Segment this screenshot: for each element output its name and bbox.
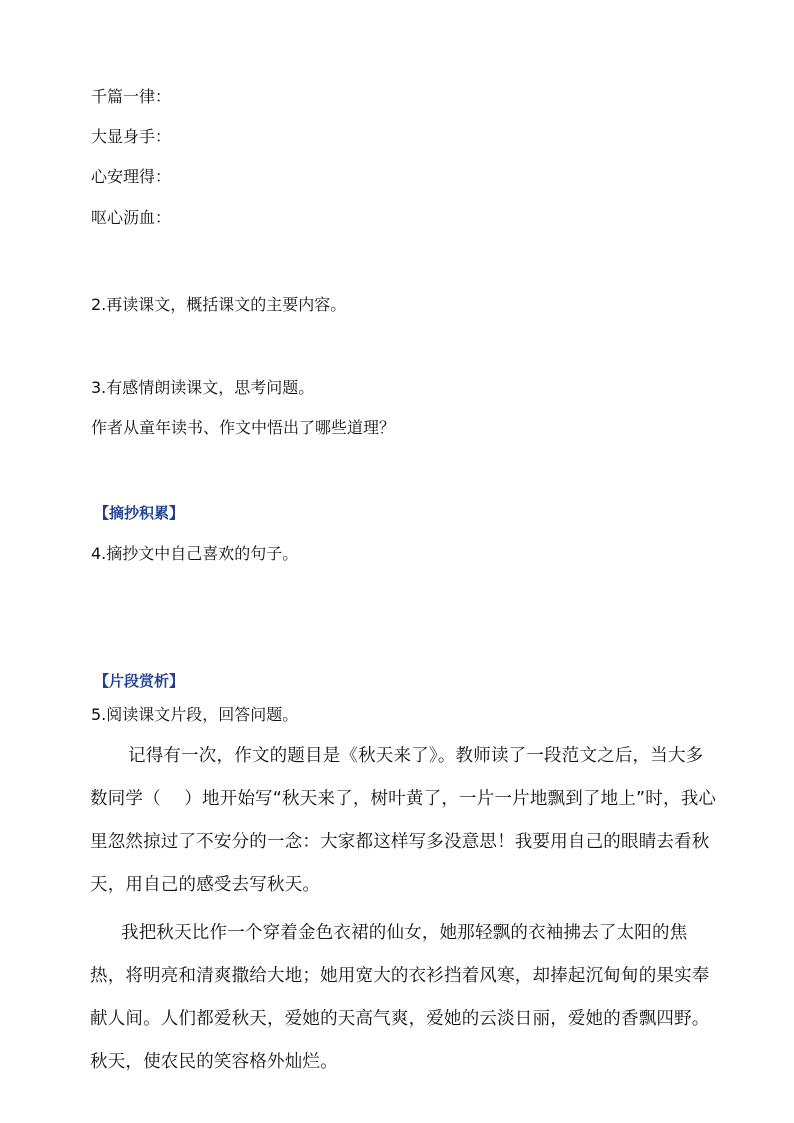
question-5: 5.阅读课文片段，回答问题。 [91, 705, 299, 724]
passage-paragraph-1: 记得有一次，作文的题目是《秋天来了》。教师读了一段范文之后，当大多数同学（ ）地开始写“秋天来了，树叶黄了，一片一片地飘到了地上”时，我心里忽然掠过了不安分的一念：大家都这样写多没意思！我要用自己的眼睛去看秋天，用自己的感受去写秋天。 [90, 746, 717, 895]
passage-paragraph-2: 我把秋天比作一个穿着金色衣裙的仙女，她那轻飘的衣袖拂去了太阳的焦热，将明亮和清爽撒给大地；她用宽大的衣衫挡着风寒，却捧起沉甸甸的果实奉献人间。人们都爱秋天，爱她的天高气爽，爱她的云淡日丽，爱她的香飘四野。秋天，使农民的笑容格外灿烂。 [90, 923, 710, 1072]
vocab-item-4: 呕心沥血： [91, 208, 172, 227]
question-3-text: 作者从童年读书、作文中悟出了哪些道理？ [91, 418, 396, 437]
section-heading-analysis: 【片段赏析】 [94, 672, 185, 690]
section-heading-excerpt: 【摘抄积累】 [94, 504, 185, 522]
question-3-title: 3.有感情朗读课文，思考问题。 [91, 378, 315, 397]
vocab-item-1: 千篇一律： [91, 87, 172, 106]
question-2: 2.再读课文，概括课文的主要内容。 [91, 295, 347, 314]
vocab-item-3: 心安理得： [91, 167, 172, 186]
question-4: 4.摘抄文中自己喜欢的句子。 [91, 544, 299, 563]
reading-passage [90, 735, 720, 1084]
vocab-item-2: 大显身手： [91, 127, 172, 146]
